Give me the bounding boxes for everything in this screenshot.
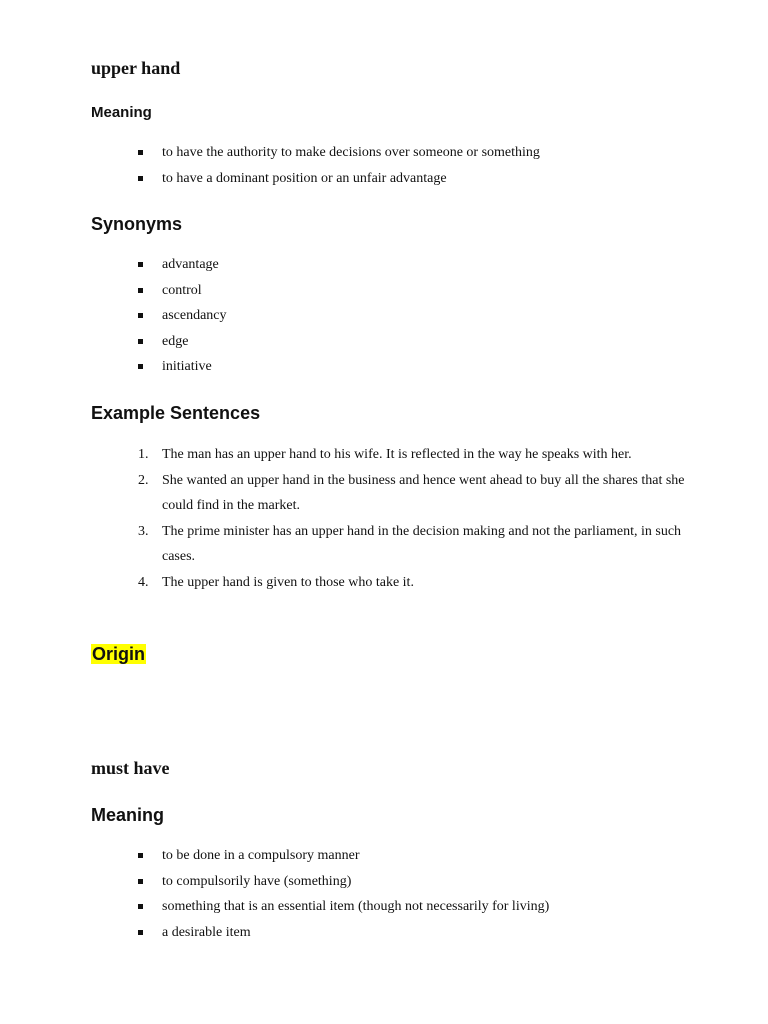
meaning-list bbox=[0, 140, 560, 191]
bullet-icon bbox=[138, 313, 143, 318]
bullet-icon bbox=[138, 339, 143, 344]
list-item: control bbox=[0, 278, 560, 304]
examples-list bbox=[0, 442, 685, 596]
bullet-icon bbox=[138, 150, 143, 155]
list-item: 1. The man has an upper hand to his wife. It is reflected in the way he speaks with her. bbox=[0, 442, 560, 468]
bullet-icon bbox=[138, 262, 143, 267]
item-number: 3. bbox=[138, 523, 149, 539]
origin-highlight: Origin bbox=[92, 644, 145, 664]
synonyms-heading: Synonyms bbox=[91, 214, 183, 234]
bullet-icon bbox=[138, 176, 143, 181]
item-number: 4. bbox=[138, 574, 149, 590]
meaning-heading: Meaning bbox=[91, 805, 165, 825]
bullet-icon bbox=[138, 879, 143, 884]
examples-heading: Example Sentences bbox=[91, 403, 261, 423]
meaning-heading: Meaning bbox=[91, 104, 152, 121]
term-title: must have bbox=[91, 758, 170, 778]
bullet-icon bbox=[138, 853, 143, 858]
bullet-icon bbox=[138, 364, 143, 369]
list-item: 4. The upper hand is given to those who take it. bbox=[0, 570, 560, 596]
list-item: to have the authority to make decisions over someone or something bbox=[0, 140, 560, 166]
item-number: 1. bbox=[138, 447, 149, 462]
bullet-icon bbox=[138, 930, 143, 935]
list-item: a desirable item bbox=[0, 920, 560, 946]
meaning-list bbox=[0, 843, 560, 945]
term-title: upper hand bbox=[91, 58, 181, 78]
list-item: 2. She wanted an upper hand in the business and hence went ahead to buy all the shares that she could find in the market. bbox=[0, 468, 560, 519]
bullet-icon bbox=[138, 904, 143, 909]
list-item: to have a dominant position or an unfair advantage bbox=[0, 166, 560, 192]
list-item: ascendancy bbox=[0, 303, 560, 329]
item-number: 2. bbox=[138, 472, 149, 488]
synonyms-list bbox=[0, 252, 560, 380]
list-item: to compulsorily have (something) bbox=[0, 869, 560, 895]
origin-heading bbox=[91, 643, 146, 665]
list-item: advantage bbox=[0, 252, 560, 278]
list-item: to be done in a compulsory manner bbox=[0, 843, 560, 869]
list-item: 3. The prime minister has an upper hand in the decision making and not the parliament, in such cases. bbox=[0, 519, 560, 570]
bullet-icon bbox=[138, 288, 143, 293]
list-item: initiative bbox=[0, 354, 560, 380]
list-item: something that is an essential item (though not necessarily for living) bbox=[0, 894, 560, 920]
list-item: edge bbox=[0, 329, 560, 355]
